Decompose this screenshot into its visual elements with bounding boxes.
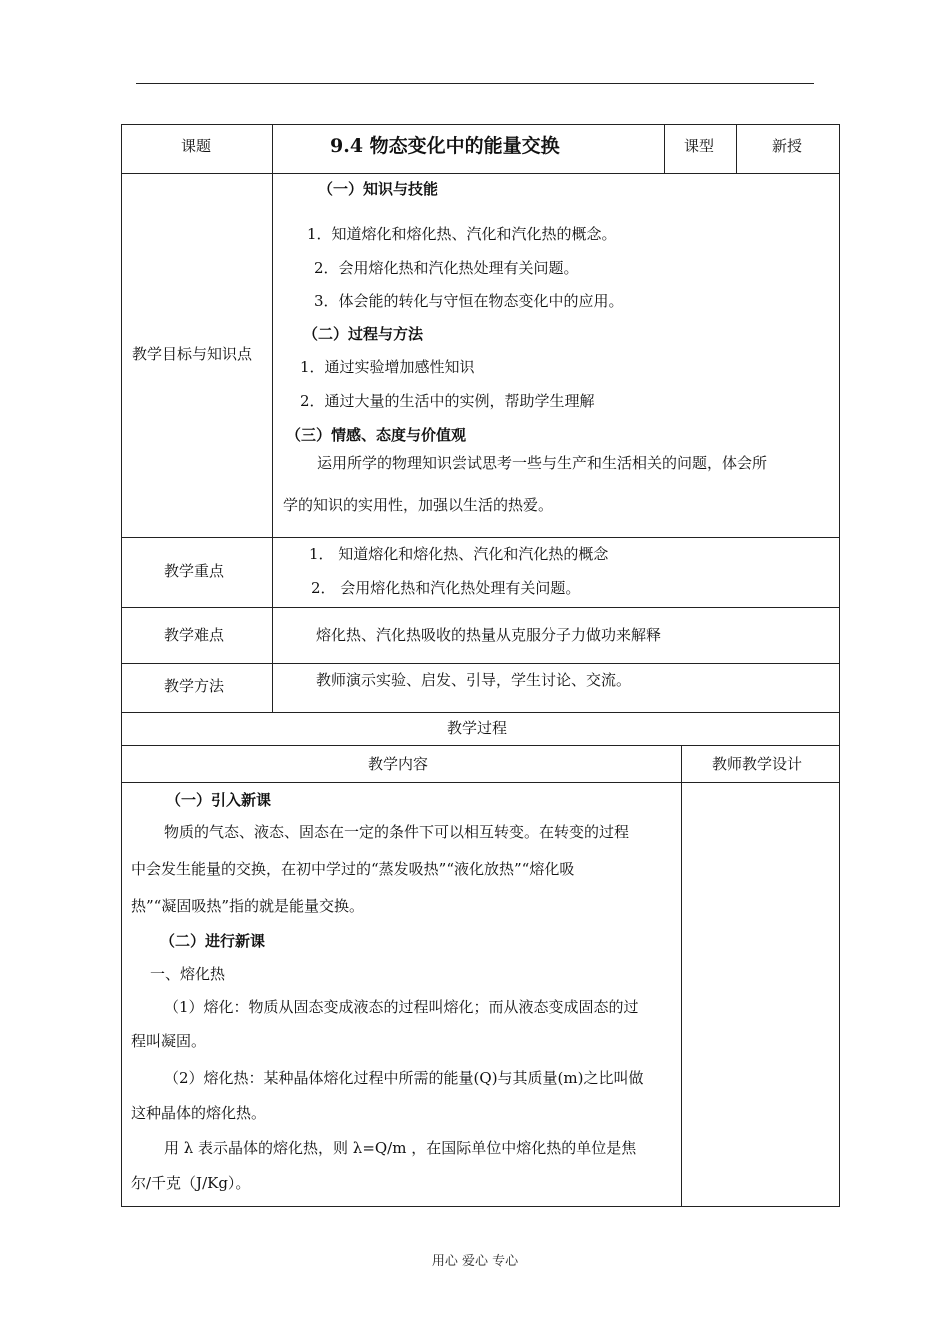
key-point-item: 1． 知道熔化和熔化热、汽化和汽化热的概念: [309, 545, 609, 563]
method-label: 教学方法: [164, 677, 225, 695]
type-label: 课型: [684, 137, 715, 155]
page-footer: 用心 爱心 专心: [431, 1254, 519, 1269]
paragraph-line: 程叫凝固。: [131, 1032, 207, 1050]
paragraph-line: 用 λ 表示晶体的熔化热，则 λ=Q/m ，在国际单位中熔化热的单位是焦: [164, 1139, 637, 1157]
paragraph-line: 这种晶体的熔化热。: [131, 1104, 267, 1122]
topic-label: 课题: [181, 137, 212, 155]
key-point-item: 2． 会用熔化热和汽化热处理有关问题。: [311, 579, 581, 597]
goals-item: 1．通过实验增加感性知识: [300, 358, 475, 376]
goals-item: 2．通过大量的生活中的实例，帮助学生理解: [300, 392, 595, 410]
content-column-header: 教学内容: [368, 755, 429, 773]
intro-line: 物质的气态、液态、固态在一定的条件下可以相互转变。在转变的过程: [164, 823, 630, 841]
goals-item: 2．会用熔化热和汽化热处理有关问题。: [314, 259, 579, 277]
section-heading: 一、熔化热: [150, 965, 226, 983]
goals-section-2-title: （二）过程与方法: [303, 325, 424, 343]
new-lesson-title: （二）进行新课: [160, 932, 266, 950]
method-text: 教师演示实验、启发、引导，学生讨论、交流。: [316, 671, 632, 689]
goals-section-3-text: 运用所学的物理知识尝试思考一些与生产和生活相关的问题，体会所: [317, 454, 768, 472]
intro-line: 热”“凝固吸热”指的就是能量交换。: [131, 897, 365, 915]
goals-section-3-text: 学的知识的实用性，加强以生活的热爱。: [283, 496, 554, 514]
intro-line: 中会发生能量的交换，在初中学过的“蒸发吸热”“液化放热”“熔化吸: [131, 860, 575, 878]
design-column-header: 教师教学设计: [712, 755, 803, 773]
header-rule: [136, 83, 814, 84]
type-value: 新授: [772, 137, 803, 155]
intro-title: （一）引入新课: [166, 791, 272, 809]
goals-label: 教学目标与知识点: [132, 345, 253, 363]
goals-item: 3．体会能的转化与守恒在物态变化中的应用。: [314, 292, 624, 310]
topic-title: 9.4 物态变化中的能量交换: [330, 135, 560, 157]
goals-section-3-title: （三）情感、态度与价值观: [286, 426, 467, 444]
paragraph-line: 尔/千克（J/Kg）。: [131, 1174, 251, 1192]
process-title: 教学过程: [447, 719, 508, 737]
goals-item: 1．知道熔化和熔化热、汽化和汽化热的概念。: [307, 225, 617, 243]
goals-section-1-title: （一）知识与技能: [318, 180, 439, 198]
difficulty-text: 熔化热、汽化热吸收的热量从克服分子力做功来解释: [316, 626, 662, 644]
difficulty-label: 教学难点: [164, 626, 225, 644]
paragraph-line: （2）熔化热：某种晶体熔化过程中所需的能量(Q)与其质量(m)之比叫做: [164, 1069, 644, 1087]
key-points-label: 教学重点: [164, 562, 225, 580]
paragraph-line: （1）熔化：物质从固态变成液态的过程叫熔化；而从液态变成固态的过: [164, 998, 639, 1016]
